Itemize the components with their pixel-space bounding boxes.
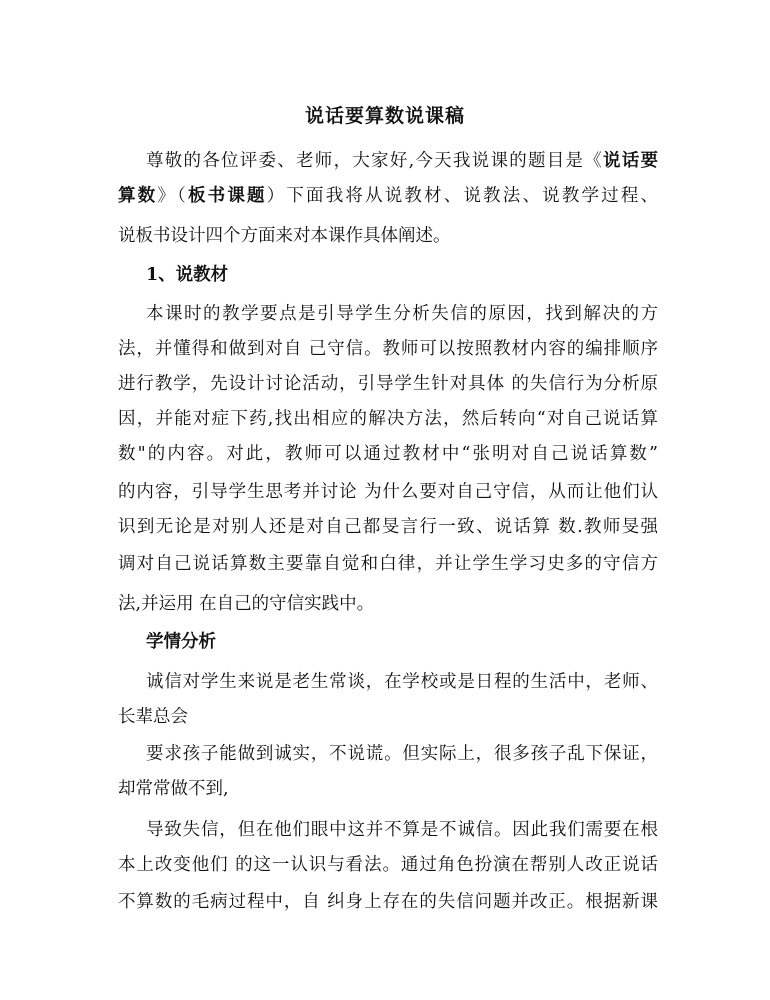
paragraph-line: 长辈总会 xyxy=(118,707,188,727)
paragraph-line: 的内容，引导学生思考并讨论 为什么要对自己守信，从而让他们认 xyxy=(118,482,658,502)
paragraph-line: 要求孩子能做到诚实，不说谎。但实际上，很多孩子乱下保证， xyxy=(146,744,658,764)
intro-line-2 xyxy=(118,184,658,208)
document-title: 说话要算数说课稿 xyxy=(304,105,465,127)
intro-text: 》（ xyxy=(157,186,188,206)
lesson-title-emphasis: 算数 xyxy=(118,186,158,206)
paragraph-line: 数"的内容。对此，教师可以通过教材中“张明对自己说话算数” xyxy=(118,444,658,464)
paragraph-line: 却常常做不到, xyxy=(118,779,229,799)
intro-text: ）下面我将从说教材、说教法、说教学过程、 xyxy=(266,186,659,206)
paragraph-line: 法,并运用 在自己的守信实践中。 xyxy=(118,594,375,614)
paragraph-line: 进行教学，先设计讨论活动，引导学生针对具体 的失信行为分析原 xyxy=(118,374,658,394)
paragraph-line: 导致失信，但在他们眼中这并不算是不诚信。因此我们需要在根 xyxy=(146,820,658,840)
paragraph-line: 识到无论是对别人还是对自己都旻言行一致、说话算 数.教师旻强 xyxy=(118,517,658,537)
paragraph-line: 因，并能对症下药,找出相应的解决方法，然后转向“对自己说话算 xyxy=(118,409,658,429)
lesson-title-emphasis: 说话要 xyxy=(603,151,659,171)
paragraph-line: 不算数的毛病过程中，自 纠身上存在的失信问题并改正。根据新课 xyxy=(118,892,658,912)
paragraph-line: 本上改变他们 的这一认识与看法。通过角色扮演在帮别人改正说话 xyxy=(118,855,658,875)
paragraph-line: 诚信对学生来说是老生常谈，在学校或是日程的生活中，老师、 xyxy=(146,672,658,692)
paragraph-line: 本课时的教学要点是引导学生分析失信的原因，找到解决的方 xyxy=(146,304,658,324)
board-title-emphasis: 板书课题 xyxy=(187,186,267,206)
paragraph-line: 调对自己说话算数主要靠自觉和白律，并让学生学习史多的守信方 xyxy=(118,554,658,574)
section-heading-learning-analysis: 学情分析 xyxy=(146,632,216,652)
intro-text: 尊敬的各位评委、老师，大家好,今天我说课的题目是《 xyxy=(146,151,603,171)
intro-line-3: 说板书设计四个方面来对本课作具体阐述。 xyxy=(118,226,451,246)
section-heading-textbook: 1、说教材 xyxy=(146,265,229,285)
paragraph-line: 法，并懂得和做到对自 己守信。教师可以按照教材内容的编排顺序 xyxy=(118,339,658,359)
intro-line-1 xyxy=(146,149,658,173)
